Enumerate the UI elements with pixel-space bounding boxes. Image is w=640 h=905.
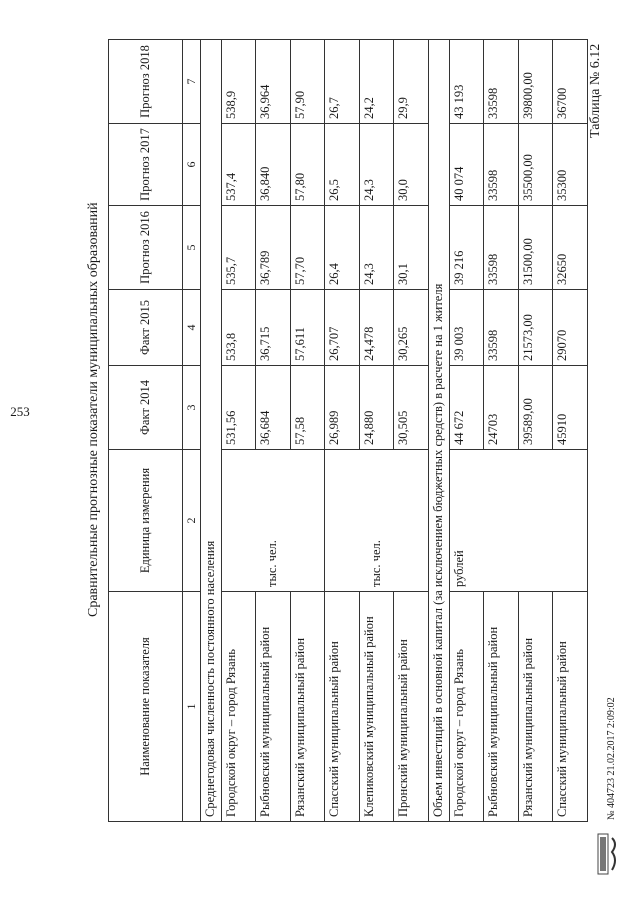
value-cell: 43 193 (449, 40, 484, 124)
table-row (325, 40, 360, 822)
value-cell: 535,7 (221, 206, 256, 290)
unit-cell: тыс. чел. (325, 450, 429, 592)
section-header-row (201, 40, 222, 822)
row-name: Пронский муниципальный район (394, 592, 429, 822)
row-name: Клепиковский муниципальный район (359, 592, 394, 822)
value-cell: 31500,00 (518, 206, 553, 290)
value-cell: 538,9 (221, 40, 256, 124)
value-cell: 29070 (553, 290, 588, 366)
column-number: 3 (183, 366, 201, 450)
value-cell: 36,684 (256, 366, 291, 450)
value-cell: 533,8 (221, 290, 256, 366)
column-number: 5 (183, 206, 201, 290)
header-cell: Факт 2015 (109, 290, 183, 366)
table-row (359, 40, 394, 822)
column-number: 4 (183, 290, 201, 366)
value-cell: 29,9 (394, 40, 429, 124)
value-cell: 36,964 (256, 40, 291, 124)
value-cell: 24,3 (359, 124, 394, 206)
header-cell: Прогноз 2017 (109, 124, 183, 206)
value-cell: 26,7 (325, 40, 360, 124)
indicators-table (108, 39, 588, 822)
value-cell: 57,611 (290, 290, 325, 366)
row-name: Рязанский муниципальный район (518, 592, 553, 822)
value-cell: 44 672 (449, 366, 484, 450)
signature-stamp-icon (596, 832, 622, 876)
value-cell: 32650 (553, 206, 588, 290)
column-number: 1 (183, 592, 201, 822)
document-footer: № 404723 21.02.2017 2:09:02 (606, 697, 617, 820)
value-cell: 35300 (553, 124, 588, 206)
value-cell: 30,0 (394, 124, 429, 206)
row-name: Спасский муниципальный район (325, 592, 360, 822)
value-cell: 26,4 (325, 206, 360, 290)
table-row (449, 40, 484, 822)
value-cell: 39 216 (449, 206, 484, 290)
row-name: Спасский муниципальный район (553, 592, 588, 822)
header-cell: Прогноз 2016 (109, 206, 183, 290)
value-cell: 39589,00 (518, 366, 553, 450)
value-cell: 39800,00 (518, 40, 553, 124)
table-caption: Сравнительные прогнозные показатели муниципальных образований (86, 202, 101, 617)
table-number: Таблица № 6.12 (588, 43, 603, 138)
table-row (553, 40, 588, 822)
value-cell: 24703 (484, 366, 519, 450)
value-cell: 21573,00 (518, 290, 553, 366)
header-cell: Факт 2014 (109, 366, 183, 450)
value-cell: 36,715 (256, 290, 291, 366)
table-row (484, 40, 519, 822)
value-cell: 57,58 (290, 366, 325, 450)
row-name: Рыбновский муниципальный район (256, 592, 291, 822)
value-cell: 33598 (484, 290, 519, 366)
row-name: Рыбновский муниципальный район (484, 592, 519, 822)
row-name: Городской округ – город Рязань (449, 592, 484, 822)
column-number: 6 (183, 124, 201, 206)
value-cell: 30,1 (394, 206, 429, 290)
header-row (109, 40, 183, 822)
value-cell: 36,789 (256, 206, 291, 290)
section-header-row (428, 40, 449, 822)
row-name: Рязанский муниципальный район (290, 592, 325, 822)
page-number: 253 (10, 404, 30, 419)
value-cell: 30,265 (394, 290, 429, 366)
value-cell: 26,707 (325, 290, 360, 366)
header-cell: Прогноз 2018 (109, 40, 183, 124)
value-cell: 57,80 (290, 124, 325, 206)
value-cell: 33598 (484, 40, 519, 124)
unit-cell: рублей (449, 450, 587, 592)
value-cell: 24,478 (359, 290, 394, 366)
section-title: Объем инвестиций в основной капитал (за исключением бюджетных средств) в расчете на 1 жителя (428, 40, 449, 822)
column-number: 2 (183, 450, 201, 592)
value-cell: 36,840 (256, 124, 291, 206)
header-cell: Единица измерения (109, 450, 183, 592)
value-cell: 26,5 (325, 124, 360, 206)
unit-cell: тыс. чел. (221, 450, 325, 592)
value-cell: 36700 (553, 40, 588, 124)
value-cell: 537,4 (221, 124, 256, 206)
value-cell: 40 074 (449, 124, 484, 206)
row-name: Городской округ – город Рязань (221, 592, 256, 822)
value-cell: 26,989 (325, 366, 360, 450)
value-cell: 57,70 (290, 206, 325, 290)
header-cell: Наименование показателя (109, 592, 183, 822)
value-cell: 33598 (484, 124, 519, 206)
table-row (221, 40, 256, 822)
value-cell: 33598 (484, 206, 519, 290)
value-cell: 35500,00 (518, 124, 553, 206)
column-number-row (183, 40, 201, 822)
value-cell: 531,56 (221, 366, 256, 450)
indicators-table-wrapper (108, 40, 588, 822)
value-cell: 39 003 (449, 290, 484, 366)
value-cell: 24,3 (359, 206, 394, 290)
table-row (518, 40, 553, 822)
table-row (290, 40, 325, 822)
column-number: 7 (183, 40, 201, 124)
section-title: Среднегодовая численность постоянного населения (201, 40, 222, 822)
table-row (394, 40, 429, 822)
value-cell: 24,2 (359, 40, 394, 124)
table-row (256, 40, 291, 822)
value-cell: 30,505 (394, 366, 429, 450)
value-cell: 45910 (553, 366, 588, 450)
value-cell: 57,90 (290, 40, 325, 124)
value-cell: 24,880 (359, 366, 394, 450)
